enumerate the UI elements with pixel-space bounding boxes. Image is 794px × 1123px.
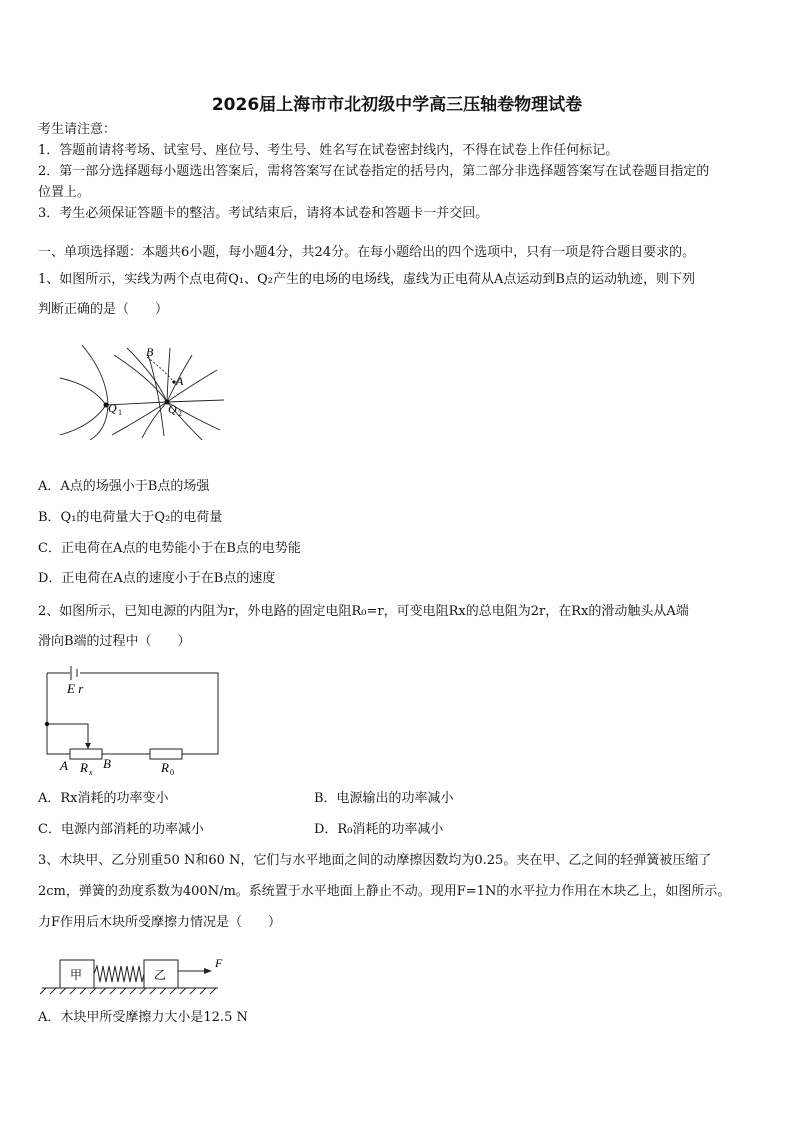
- blocks-spring-figure: [40, 950, 230, 1000]
- q1-stem-line1: 1、如图所示，实线为两个点电荷Q₁、Q₂产生的电场的电场线，虚线为正电荷从A点运动到B点的运动轨迹，则下列: [38, 272, 695, 287]
- notice-item-3: 3．考生必须保证答题卡的整洁。考试结束后，请将本试卷和答题卡一并交回。: [38, 206, 489, 221]
- label-Q1: Q: [108, 401, 117, 415]
- label-B-end: B: [103, 756, 111, 771]
- label-R0-sub: 0: [170, 768, 174, 777]
- notice-item-2-cont: 位置上。: [38, 185, 91, 200]
- label-Rx: R: [80, 760, 88, 775]
- notice-item-1: 1．答题前请将考场、试室号、座位号、考生号、姓名写在试卷密封线内，不得在试卷上作任何标记。: [38, 143, 619, 158]
- q2-option-b: B．电源输出的功率减小: [314, 791, 454, 806]
- block-yi-label: 乙: [154, 968, 167, 982]
- circuit-figure: [40, 660, 230, 780]
- label-B: B: [146, 345, 154, 359]
- label-Q2-sub: 2: [178, 409, 182, 418]
- section-heading: 一、单项选择题：本题共6小题，每小题4分，共24分。在每小题给出的四个选项中，只有一项是符合题目要求的。: [38, 245, 696, 260]
- q2-stem-line2: 滑向B端的过程中（ ）: [38, 634, 191, 649]
- q3-option-a: A．木块甲所受摩擦力大小是12.5 N: [38, 1010, 248, 1025]
- q2-stem-line1: 2、如图所示，已知电源的内阻为r，外电路的固定电阻R₀=r，可变电阻Rx的总电阻为2r，在Rx的滑动触头从A端: [38, 604, 689, 619]
- q2-option-d: D．R₀消耗的功率减小: [314, 822, 444, 837]
- q1-stem-line2: 判断正确的是（ ）: [38, 302, 169, 317]
- q1-option-a: A．A点的场强小于B点的场强: [38, 479, 210, 494]
- label-Q2: Q: [168, 402, 177, 416]
- block-jia-label: 甲: [70, 968, 83, 982]
- label-Rx-sub: x: [89, 768, 93, 777]
- force-F-label: F: [215, 956, 223, 970]
- q3-stem-line3: 力F作用后木块所受摩擦力情况是（ ）: [38, 915, 282, 930]
- label-R0: R: [161, 760, 169, 775]
- label-Er: E r: [67, 681, 84, 696]
- q1-option-d: D．正电荷在A点的速度小于在B点的速度: [38, 571, 276, 586]
- q3-stem-line2: 2cm，弹簧的劲度系数为400N/m。系统置于水平地面上静止不动。现用F=1N的水平拉力作用在木块乙上，如图所示。: [38, 884, 731, 899]
- q2-option-c: C．电源内部消耗的功率减小: [38, 822, 204, 837]
- q1-option-c: C．正电荷在A点的电势能小于在B点的电势能: [38, 541, 301, 556]
- notice-item-2: 2．第一部分选择题每小题选出答案后，需将答案写在试卷指定的括号内，第二部分非选择题答案写在试卷题目指定的: [38, 164, 710, 179]
- label-Q1-sub: 1: [118, 408, 122, 417]
- label-A: A: [176, 374, 184, 388]
- q2-option-a: A．Rx消耗的功率变小: [38, 791, 169, 806]
- page-title: 2026届上海市市北初级中学高三压轴卷物理试卷: [211, 95, 583, 115]
- notice-heading: 考生请注意：: [38, 122, 117, 137]
- q1-option-b: B．Q₁的电荷量大于Q₂的电荷量: [38, 510, 223, 525]
- label-A-end: A: [60, 758, 68, 773]
- electric-field-figure: [52, 340, 232, 440]
- q3-stem-line1: 3、木块甲、乙分别重50 N和60 N，它们与水平地面之间的动摩擦因数均为0.25。夹在甲、乙之间的轻弹簧被压缩了: [38, 853, 712, 868]
